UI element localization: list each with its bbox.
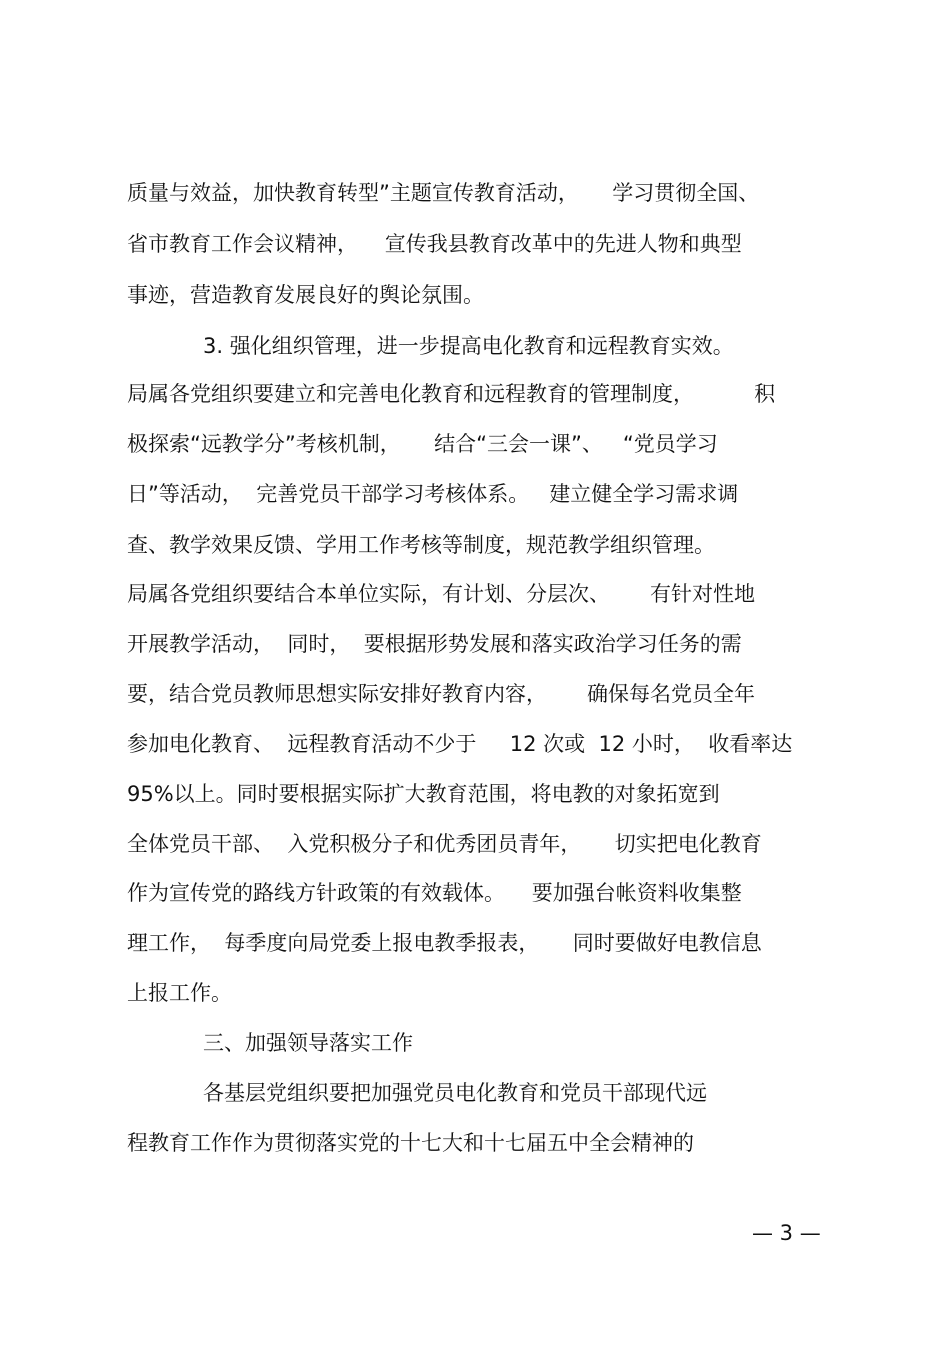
text-line-4: 3. 强化组织管理，进一步提高电化教育和远程教育实效。 [203, 334, 734, 358]
text-line-10: 开展教学活动， 同时， 要根据形势发展和落实政治学习任务的需 [127, 632, 742, 656]
text-line-5: 局属各党组织要建立和完善电化教育和远程教育的管理制度， 积 [127, 382, 776, 406]
text-line-2: 省市教育工作会议精神， 宣传我县教育改革中的先进人物和典型 [127, 232, 742, 256]
text-line-11: 要，结合党员教师思想实际安排好教育内容， 确保每名党员全年 [127, 682, 756, 706]
text-line-17: 上报工作。 [127, 981, 232, 1005]
text-line-20: 程教育工作作为贯彻落实党的十七大和十七届五中全会精神的 [127, 1131, 694, 1155]
text-line-14: 全体党员干部、 入党积极分子和优秀团员青年， 切实把电化教育 [127, 832, 762, 856]
text-line-16: 理工作， 每季度向局党委上报电教季报表， 同时要做好电教信息 [127, 931, 762, 955]
text-line-15: 作为宣传党的路线方针政策的有效载体。 要加强台帐资料收集整 [127, 881, 742, 905]
text-line-3: 事迹，营造教育发展良好的舆论氛围。 [127, 283, 484, 307]
section-heading: 三、加强领导落实工作 [203, 1031, 413, 1055]
text-line-9: 局属各党组织要结合本单位实际，有计划、分层次、 有针对性地 [127, 582, 756, 606]
text-line-8: 查、教学效果反馈、学用工作考核等制度，规范教学组织管理。 [127, 533, 715, 557]
text-line-19: 各基层党组织要把加强党员电化教育和党员干部现代远 [203, 1081, 707, 1105]
text-line-1: 质量与效益，加快教育转型”主题宣传教育活动， 学习贯彻全国、 [127, 181, 760, 205]
text-line-7: 日”等活动， 完善党员干部学习考核体系。 建立健全学习需求调 [127, 482, 739, 506]
text-line-6: 极探索“远教学分”考核机制， 结合“三会一课”、 “党员学习 [127, 432, 718, 456]
page-number: — 3 — [752, 1221, 821, 1245]
text-line-12: 参加电化教育、 远程教育活动不少于 12 次或 12 小时， 收看率达 [127, 732, 793, 756]
text-line-13: 95%以上。同时要根据实际扩大教育范围，将电教的对象拓宽到 [127, 782, 720, 806]
